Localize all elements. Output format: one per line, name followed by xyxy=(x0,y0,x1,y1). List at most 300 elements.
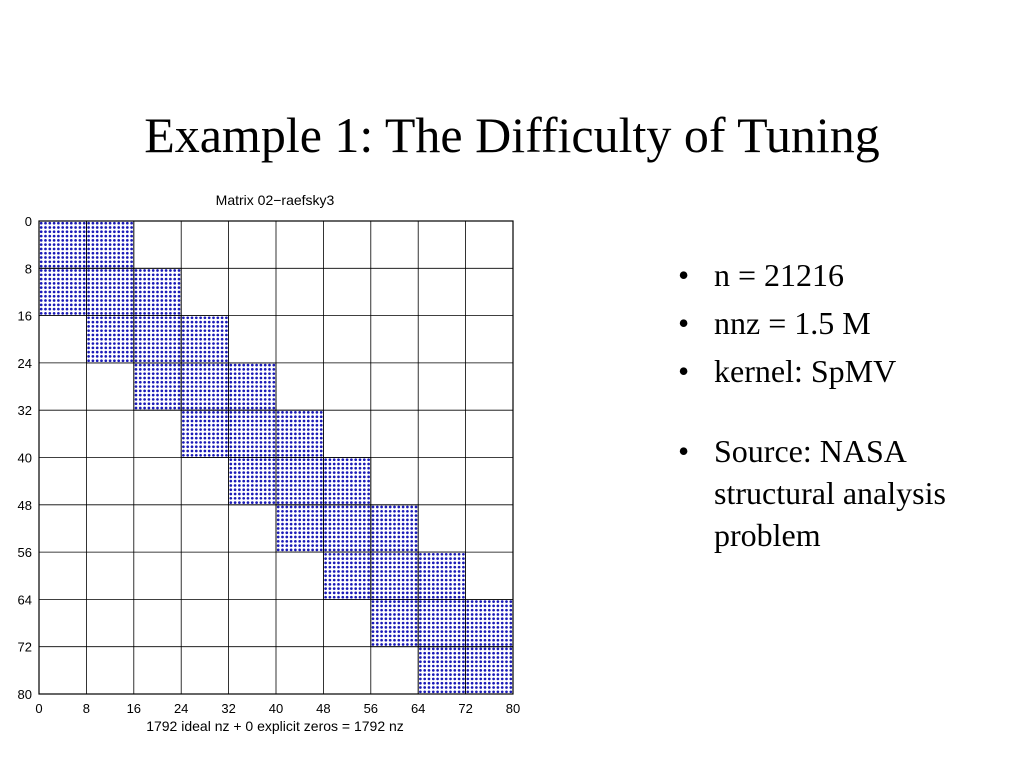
nonzero-marker xyxy=(436,587,439,590)
nonzero-marker xyxy=(212,359,215,362)
nonzero-marker xyxy=(505,600,508,603)
nonzero-marker xyxy=(40,295,43,298)
nonzero-marker xyxy=(415,639,418,642)
nonzero-marker xyxy=(380,579,383,582)
nonzero-marker xyxy=(247,372,250,375)
nonzero-marker xyxy=(307,536,310,539)
nonzero-marker xyxy=(268,450,271,453)
y-tick-labels xyxy=(18,214,32,702)
nonzero-marker xyxy=(428,613,431,616)
nonzero-marker xyxy=(316,445,319,448)
nonzero-marker xyxy=(316,463,319,466)
nonzero-marker xyxy=(130,248,133,251)
nonzero-marker xyxy=(148,402,151,405)
y-tick-label: 56 xyxy=(17,545,32,561)
nonzero-marker xyxy=(148,372,151,375)
nonzero-marker xyxy=(406,596,409,599)
nonzero-marker xyxy=(367,587,370,590)
nonzero-marker xyxy=(277,458,280,461)
nonzero-marker xyxy=(303,514,306,517)
nonzero-marker xyxy=(324,579,327,582)
nonzero-marker xyxy=(57,222,60,225)
nonzero-marker xyxy=(415,570,418,573)
nonzero-marker xyxy=(195,441,198,444)
nonzero-marker xyxy=(100,273,103,276)
nonzero-marker xyxy=(238,389,241,392)
nonzero-marker xyxy=(40,286,43,289)
nonzero-marker xyxy=(173,394,176,397)
nonzero-marker xyxy=(221,385,224,388)
nonzero-marker xyxy=(415,635,418,638)
nonzero-marker xyxy=(208,385,211,388)
nonzero-marker xyxy=(83,243,86,246)
nonzero-marker xyxy=(311,433,314,436)
nonzero-marker xyxy=(509,626,512,629)
nonzero-marker xyxy=(212,428,215,431)
nonzero-marker xyxy=(290,467,293,470)
nonzero-marker xyxy=(415,626,418,629)
nonzero-marker xyxy=(260,480,263,483)
nonzero-marker xyxy=(113,316,116,319)
nonzero-marker xyxy=(277,540,280,543)
nonzero-marker xyxy=(195,415,198,418)
nonzero-marker xyxy=(40,273,43,276)
nonzero-marker xyxy=(402,553,405,556)
nonzero-marker xyxy=(182,372,185,375)
nonzero-marker xyxy=(354,480,357,483)
nonzero-marker xyxy=(70,230,73,233)
nonzero-marker xyxy=(173,273,176,276)
nonzero-marker xyxy=(372,643,375,646)
nonzero-marker xyxy=(505,643,508,646)
nonzero-marker xyxy=(458,639,461,642)
nonzero-marker xyxy=(264,394,267,397)
nonzero-marker xyxy=(281,514,284,517)
nonzero-marker xyxy=(186,329,189,332)
nonzero-marker xyxy=(96,303,99,306)
nonzero-marker xyxy=(238,368,241,371)
nonzero-marker xyxy=(182,407,185,410)
nonzero-marker xyxy=(242,445,245,448)
nonzero-marker xyxy=(402,600,405,603)
nonzero-marker xyxy=(479,613,482,616)
nonzero-marker xyxy=(178,398,181,401)
nonzero-marker xyxy=(104,256,107,259)
nonzero-marker xyxy=(87,329,90,332)
nonzero-marker xyxy=(186,377,189,380)
nonzero-marker xyxy=(432,579,435,582)
nonzero-marker xyxy=(225,441,228,444)
nonzero-marker xyxy=(225,424,228,427)
nonzero-marker xyxy=(169,398,172,401)
nonzero-marker xyxy=(341,553,344,556)
nonzero-marker xyxy=(264,372,267,375)
nonzero-marker xyxy=(255,420,258,423)
nonzero-marker xyxy=(117,312,120,315)
nonzero-marker xyxy=(79,286,82,289)
nonzero-marker xyxy=(281,519,284,522)
nonzero-marker xyxy=(255,381,258,384)
nonzero-marker xyxy=(100,248,103,251)
bullet-item-nnz xyxy=(672,302,1012,344)
nonzero-marker xyxy=(402,540,405,543)
nonzero-marker xyxy=(410,639,413,642)
nonzero-marker xyxy=(139,342,142,345)
nonzero-marker xyxy=(389,536,392,539)
nonzero-marker xyxy=(247,381,250,384)
nonzero-marker xyxy=(281,488,284,491)
nonzero-marker xyxy=(389,531,392,534)
nonzero-marker xyxy=(135,308,138,311)
nonzero-marker xyxy=(316,467,319,470)
nonzero-marker xyxy=(380,643,383,646)
nonzero-marker xyxy=(281,536,284,539)
nonzero-marker xyxy=(212,355,215,358)
nonzero-marker xyxy=(363,527,366,530)
nonzero-marker xyxy=(74,256,77,259)
nonzero-marker xyxy=(402,562,405,565)
nonzero-marker xyxy=(48,291,51,294)
nonzero-marker xyxy=(113,355,116,358)
nonzero-marker xyxy=(406,549,409,552)
nonzero-marker xyxy=(160,346,163,349)
nonzero-marker xyxy=(53,239,56,242)
nonzero-marker xyxy=(432,566,435,569)
nonzero-marker xyxy=(466,660,469,663)
nonzero-marker xyxy=(96,359,99,362)
nonzero-marker xyxy=(160,325,163,328)
nonzero-marker xyxy=(148,364,151,367)
nonzero-marker xyxy=(436,605,439,608)
nonzero-marker xyxy=(497,622,500,625)
nonzero-marker xyxy=(410,579,413,582)
nonzero-marker xyxy=(298,415,301,418)
nonzero-marker xyxy=(135,273,138,276)
nonzero-marker xyxy=(307,411,310,414)
nonzero-marker xyxy=(419,570,422,573)
nonzero-marker xyxy=(70,291,73,294)
nonzero-marker xyxy=(428,626,431,629)
nonzero-marker xyxy=(165,346,168,349)
nonzero-marker xyxy=(311,549,314,552)
nonzero-marker xyxy=(428,660,431,663)
x-tick-label: 0 xyxy=(35,701,43,716)
nonzero-marker xyxy=(350,497,353,500)
nonzero-marker xyxy=(260,381,263,384)
nonzero-marker xyxy=(479,660,482,663)
nonzero-marker xyxy=(92,222,95,225)
nonzero-marker xyxy=(497,630,500,633)
nonzero-marker xyxy=(100,230,103,233)
nonzero-marker xyxy=(113,230,116,233)
nonzero-marker xyxy=(419,643,422,646)
nonzero-marker xyxy=(139,303,142,306)
nonzero-marker xyxy=(242,454,245,457)
nonzero-marker xyxy=(204,424,207,427)
nonzero-marker xyxy=(393,527,396,530)
nonzero-marker xyxy=(341,519,344,522)
nonzero-marker xyxy=(156,346,159,349)
nonzero-marker xyxy=(290,424,293,427)
nonzero-marker xyxy=(48,282,51,285)
nonzero-marker xyxy=(238,428,241,431)
nonzero-marker xyxy=(380,617,383,620)
nonzero-marker xyxy=(341,574,344,577)
nonzero-marker xyxy=(497,635,500,638)
nonzero-marker xyxy=(92,303,95,306)
nonzero-marker xyxy=(238,420,241,423)
nonzero-marker xyxy=(186,441,189,444)
nonzero-marker xyxy=(40,248,43,251)
nonzero-marker xyxy=(234,463,237,466)
nonzero-marker xyxy=(152,316,155,319)
nonzero-marker xyxy=(436,592,439,595)
nonzero-marker xyxy=(376,570,379,573)
nonzero-marker xyxy=(449,652,452,655)
nonzero-marker xyxy=(48,222,51,225)
nonzero-marker xyxy=(479,617,482,620)
nonzero-marker xyxy=(208,420,211,423)
nonzero-marker xyxy=(156,351,159,354)
nonzero-marker xyxy=(130,321,133,324)
nonzero-marker xyxy=(44,269,47,272)
nonzero-marker xyxy=(135,355,138,358)
nonzero-marker xyxy=(367,519,370,522)
nonzero-marker xyxy=(311,441,314,444)
nonzero-marker xyxy=(359,583,362,586)
nonzero-marker xyxy=(169,368,172,371)
nonzero-marker xyxy=(229,381,232,384)
nonzero-marker xyxy=(376,635,379,638)
nonzero-marker xyxy=(423,579,426,582)
nonzero-marker xyxy=(156,312,159,315)
nonzero-marker xyxy=(501,665,504,668)
nonzero-marker xyxy=(445,656,448,659)
nonzero-marker xyxy=(505,682,508,685)
nonzero-marker xyxy=(505,635,508,638)
nonzero-marker xyxy=(186,415,189,418)
nonzero-marker xyxy=(225,428,228,431)
nonzero-marker xyxy=(505,656,508,659)
nonzero-marker xyxy=(268,467,271,470)
nonzero-marker xyxy=(216,342,219,345)
nonzero-marker xyxy=(453,583,456,586)
nonzero-marker xyxy=(329,574,332,577)
nonzero-marker xyxy=(320,420,323,423)
nonzero-marker xyxy=(173,286,176,289)
nonzero-block xyxy=(134,268,181,315)
nonzero-marker xyxy=(92,359,95,362)
nonzero-marker xyxy=(423,643,426,646)
nonzero-marker xyxy=(316,424,319,427)
nonzero-marker xyxy=(393,587,396,590)
nonzero-marker xyxy=(324,493,327,496)
nonzero-marker xyxy=(173,278,176,281)
nonzero-marker xyxy=(423,570,426,573)
nonzero-marker xyxy=(497,690,500,693)
nonzero-block xyxy=(181,316,228,363)
nonzero-marker xyxy=(191,325,194,328)
nonzero-marker xyxy=(126,269,129,272)
nonzero-marker xyxy=(70,312,73,315)
nonzero-marker xyxy=(109,235,112,238)
nonzero-marker xyxy=(191,402,194,405)
nonzero-marker xyxy=(285,467,288,470)
nonzero-marker xyxy=(70,299,73,302)
nonzero-marker xyxy=(221,437,224,440)
nonzero-marker xyxy=(255,398,258,401)
nonzero-marker xyxy=(320,424,323,427)
nonzero-marker xyxy=(135,368,138,371)
nonzero-marker xyxy=(148,342,151,345)
nonzero-marker xyxy=(432,596,435,599)
nonzero-marker xyxy=(389,544,392,547)
nonzero-marker xyxy=(410,617,413,620)
nonzero-marker xyxy=(277,488,280,491)
nonzero-marker xyxy=(389,570,392,573)
nonzero-marker xyxy=(268,497,271,500)
nonzero-marker xyxy=(199,385,202,388)
nonzero-marker xyxy=(294,506,297,509)
nonzero-marker xyxy=(160,381,163,384)
nonzero-marker xyxy=(320,463,323,466)
nonzero-marker xyxy=(441,583,444,586)
nonzero-marker xyxy=(100,338,103,341)
nonzero-marker xyxy=(48,308,51,311)
nonzero-marker xyxy=(462,570,465,573)
nonzero-marker xyxy=(208,411,211,414)
nonzero-marker xyxy=(488,626,491,629)
nonzero-marker xyxy=(221,334,224,337)
nonzero-marker xyxy=(294,493,297,496)
nonzero-marker xyxy=(285,433,288,436)
nonzero-marker xyxy=(251,484,254,487)
nonzero-marker xyxy=(385,583,388,586)
nonzero-marker xyxy=(74,278,77,281)
nonzero-marker xyxy=(363,592,366,595)
nonzero-marker xyxy=(208,377,211,380)
nonzero-marker xyxy=(216,441,219,444)
nonzero-marker xyxy=(449,660,452,663)
nonzero-marker xyxy=(74,286,77,289)
nonzero-marker xyxy=(143,312,146,315)
nonzero-marker xyxy=(182,329,185,332)
nonzero-marker xyxy=(385,544,388,547)
nonzero-marker xyxy=(294,450,297,453)
nonzero-marker xyxy=(505,630,508,633)
nonzero-marker xyxy=(251,402,254,405)
nonzero-marker xyxy=(238,476,241,479)
nonzero-marker xyxy=(152,325,155,328)
nonzero-marker xyxy=(445,605,448,608)
bullet-dot: • xyxy=(678,305,690,341)
nonzero-marker xyxy=(397,600,400,603)
nonzero-marker xyxy=(410,544,413,547)
nonzero-marker xyxy=(298,458,301,461)
nonzero-marker xyxy=(178,295,181,298)
nonzero-marker xyxy=(173,291,176,294)
nonzero-marker xyxy=(320,433,323,436)
nonzero-marker xyxy=(415,523,418,526)
nonzero-marker xyxy=(130,256,133,259)
nonzero-marker xyxy=(428,678,431,681)
nonzero-marker xyxy=(298,428,301,431)
nonzero-marker xyxy=(152,385,155,388)
nonzero-marker xyxy=(61,269,64,272)
nonzero-marker xyxy=(509,622,512,625)
nonzero-marker xyxy=(372,609,375,612)
nonzero-marker xyxy=(225,450,228,453)
nonzero-marker xyxy=(285,544,288,547)
nonzero-marker xyxy=(61,260,64,263)
nonzero-marker xyxy=(225,411,228,414)
nonzero-marker xyxy=(53,312,56,315)
nonzero-marker xyxy=(488,622,491,625)
nonzero-marker xyxy=(208,402,211,405)
nonzero-marker xyxy=(178,402,181,405)
nonzero-marker xyxy=(298,497,301,500)
nonzero-marker xyxy=(423,562,426,565)
nonzero-marker xyxy=(255,402,258,405)
nonzero-marker xyxy=(354,493,357,496)
nonzero-marker xyxy=(139,394,142,397)
nonzero-marker xyxy=(169,321,172,324)
nonzero-marker xyxy=(423,626,426,629)
nonzero-marker xyxy=(44,265,47,268)
nonzero-marker xyxy=(458,643,461,646)
nonzero-marker xyxy=(79,260,82,263)
nonzero-marker xyxy=(406,635,409,638)
nonzero-marker xyxy=(385,605,388,608)
nonzero-marker xyxy=(436,686,439,689)
nonzero-marker xyxy=(428,669,431,672)
nonzero-marker xyxy=(178,273,181,276)
nonzero-marker xyxy=(191,342,194,345)
nonzero-marker xyxy=(341,536,344,539)
nonzero-marker xyxy=(410,553,413,556)
nonzero-marker xyxy=(40,256,43,259)
nonzero-marker xyxy=(363,510,366,513)
nonzero-marker xyxy=(126,334,129,337)
nonzero-marker xyxy=(471,690,474,693)
nonzero-marker xyxy=(229,441,232,444)
nonzero-marker xyxy=(380,570,383,573)
nonzero-marker xyxy=(376,527,379,530)
nonzero-marker xyxy=(260,501,263,504)
nonzero-marker xyxy=(92,325,95,328)
nonzero-marker xyxy=(66,269,69,272)
nonzero-marker xyxy=(92,265,95,268)
nonzero-marker xyxy=(152,295,155,298)
nonzero-marker xyxy=(117,338,120,341)
nonzero-marker xyxy=(285,488,288,491)
nonzero-marker xyxy=(329,583,332,586)
nonzero-marker xyxy=(316,531,319,534)
nonzero-marker xyxy=(66,222,69,225)
nonzero-marker xyxy=(195,342,198,345)
nonzero-marker xyxy=(277,467,280,470)
nonzero-marker xyxy=(169,303,172,306)
nonzero-marker xyxy=(290,411,293,414)
nonzero-marker xyxy=(419,635,422,638)
nonzero-marker xyxy=(195,407,198,410)
nonzero-marker xyxy=(143,372,146,375)
nonzero-marker xyxy=(341,570,344,573)
nonzero-marker xyxy=(428,656,431,659)
nonzero-marker xyxy=(216,389,219,392)
nonzero-marker xyxy=(359,536,362,539)
nonzero-marker xyxy=(199,433,202,436)
